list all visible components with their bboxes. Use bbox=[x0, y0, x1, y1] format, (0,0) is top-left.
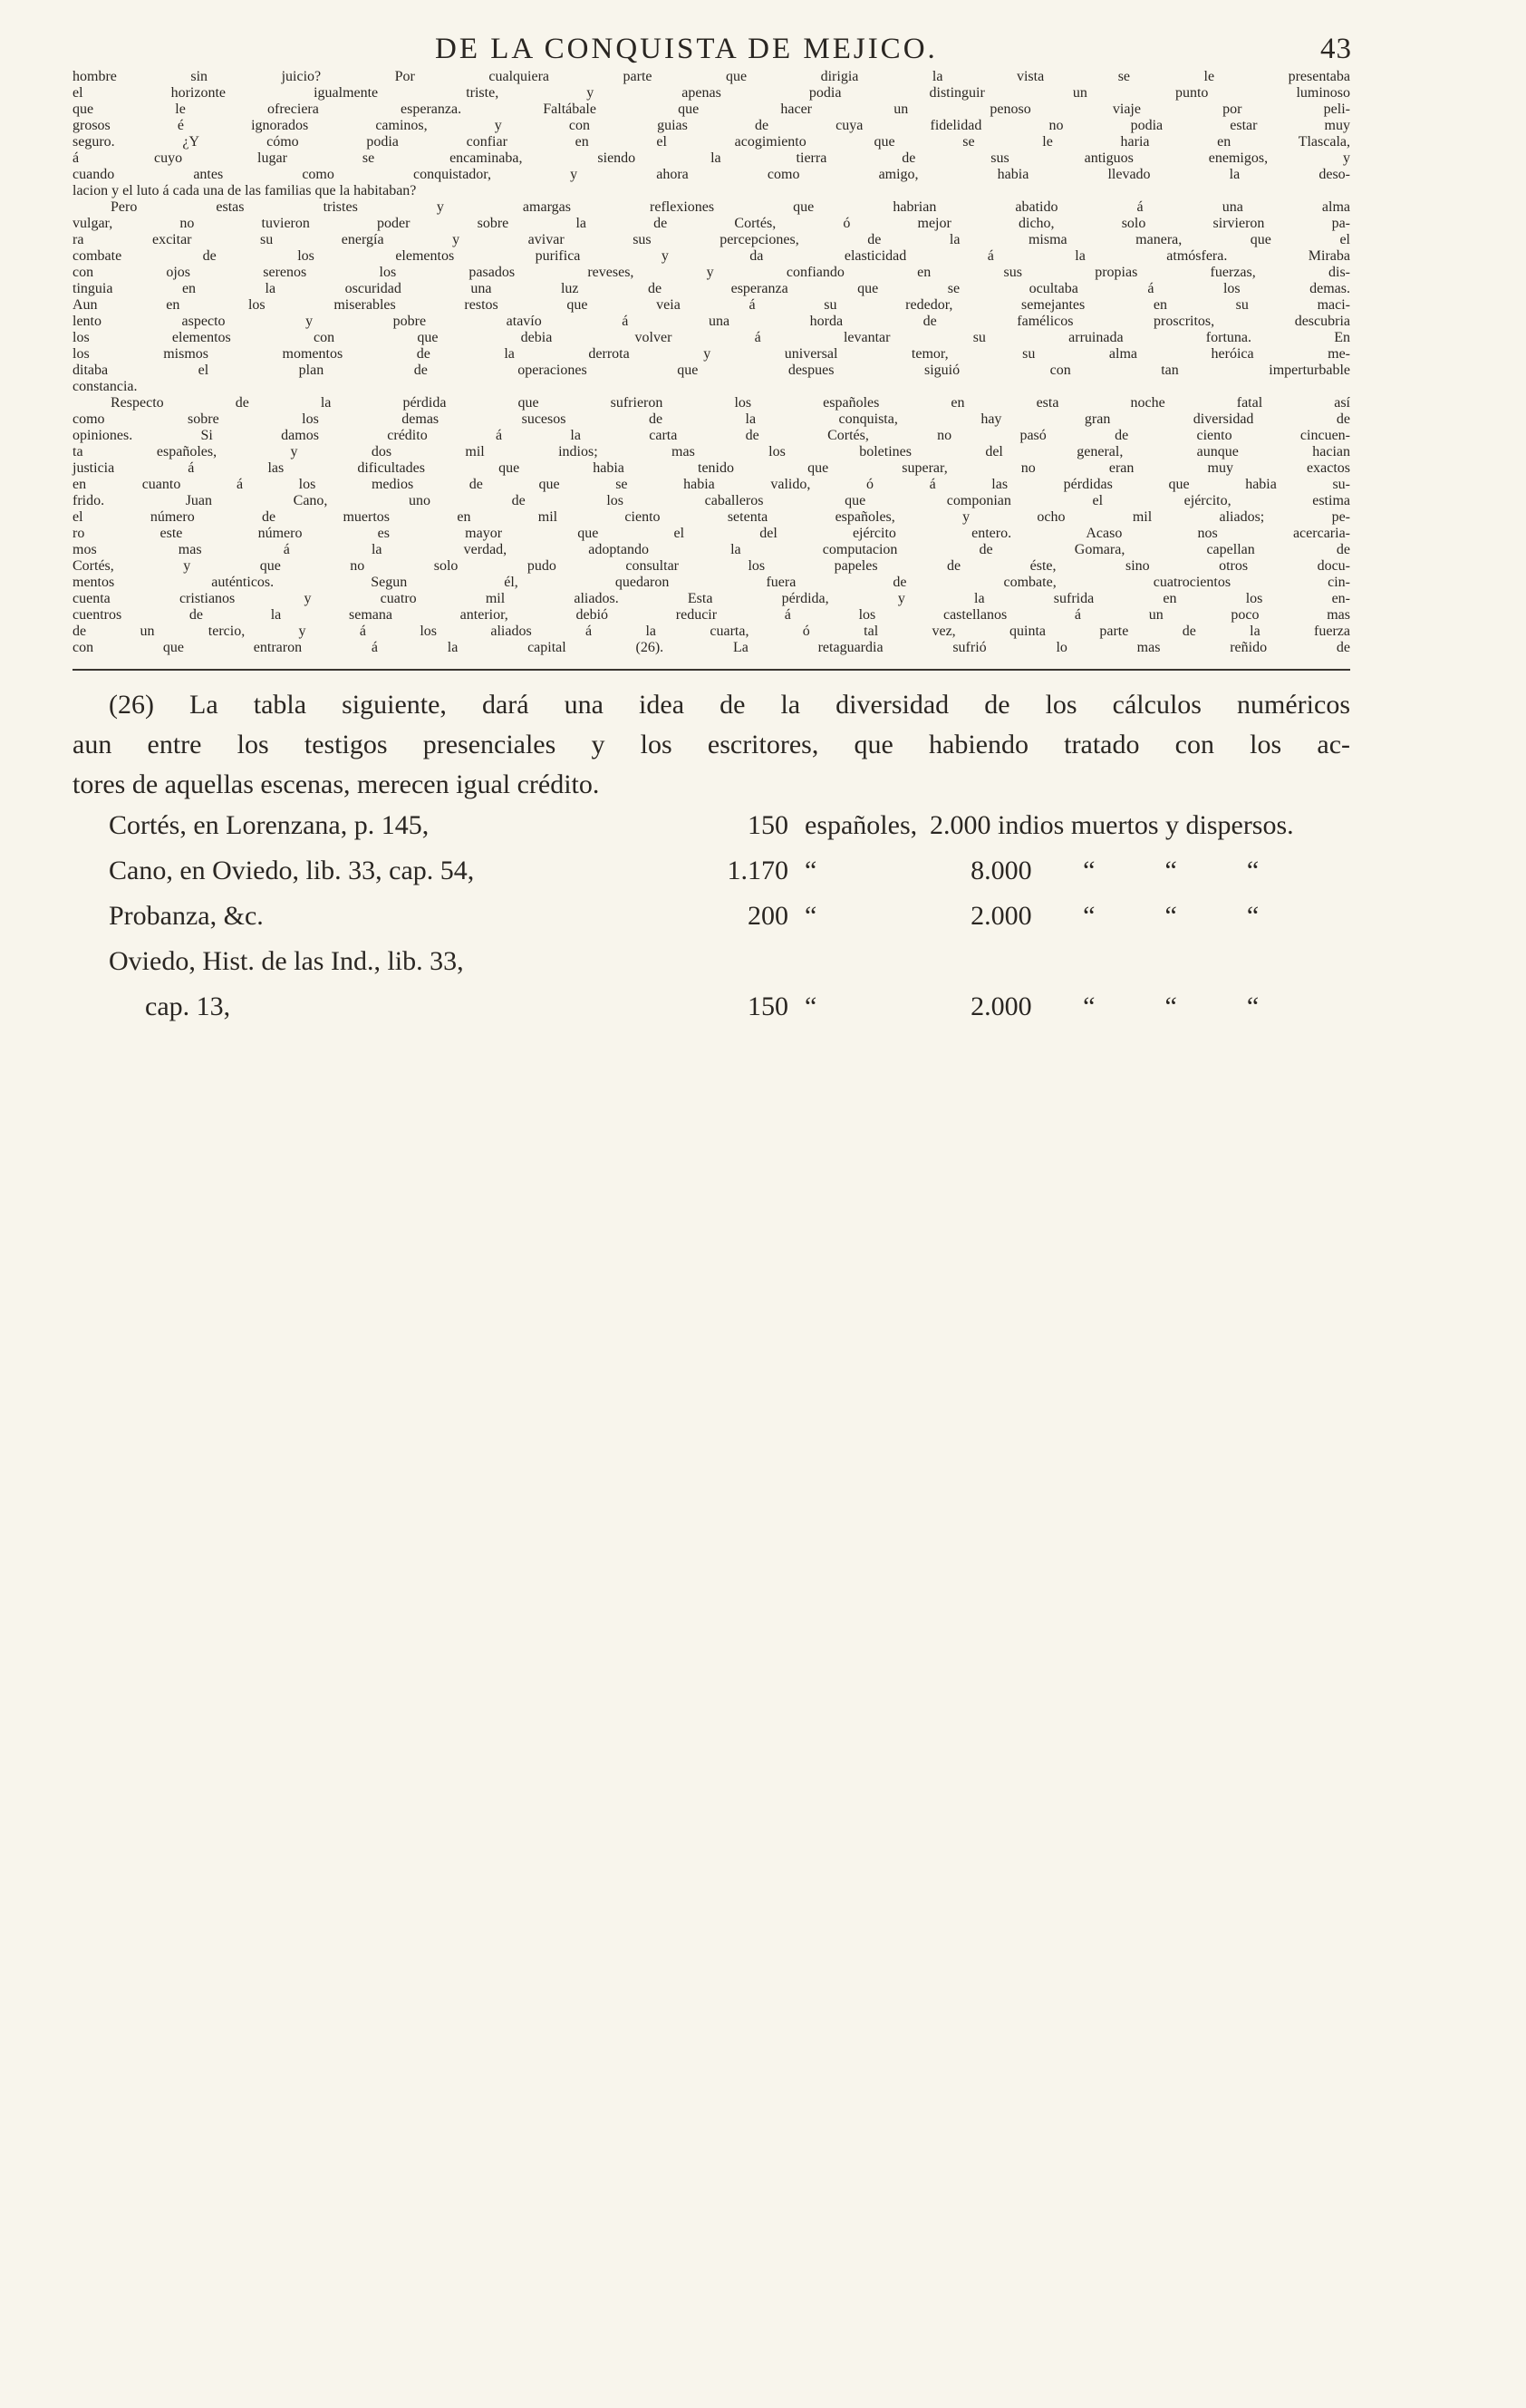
text-line: mos mas á la verdad, adoptando la computacion de Gomara, capellan de bbox=[72, 542, 1350, 557]
footnote-line: tores de aquellas escenas, merecen igual crédito. bbox=[72, 769, 600, 799]
footnote bbox=[72, 685, 1350, 1037]
footnote-line: aun entre los testigos presenciales y los escritores, que habiendo tratado con los ac- bbox=[72, 730, 1350, 759]
text-line: Pero estas tristes y amargas reflexiones que habrian abatido á una alma bbox=[111, 199, 1350, 215]
spaniards-cell: 1.170 bbox=[727, 856, 788, 885]
running-head bbox=[72, 27, 1350, 69]
text-line: cuentros de la semana anterior, debió reducir á los castellanos á un poco mas bbox=[72, 607, 1350, 623]
text-line: ro este número es mayor que el del ejército entero. Acaso nos acercaria- bbox=[72, 526, 1350, 541]
text-line: los mismos momentos de la derrota y universal temor, su alma heróica me- bbox=[72, 346, 1350, 362]
source-cell: Probanza, &c. bbox=[109, 901, 264, 931]
table-row bbox=[109, 946, 1294, 991]
ditto-cell: “ bbox=[1164, 901, 1177, 931]
unit-cell: “ bbox=[805, 901, 817, 931]
table-row bbox=[109, 901, 1294, 946]
text-line: cuando antes como conquistador, y ahora como amigo, habia llevado la deso- bbox=[72, 167, 1350, 182]
text-line: que le ofreciera esperanza. Faltábale que hacer un penoso viaje por peli- bbox=[72, 102, 1350, 117]
text-line: á cuyo lugar se encaminaba, siendo la tierra de sus antiguos enemigos, y bbox=[72, 150, 1350, 166]
text-line: grosos é ignorados caminos, y con guias de cuya fidelidad no podia estar muy bbox=[72, 118, 1350, 133]
text-line: con que entraron á la capital (26). La retaguardia sufrió lo mas reñido de bbox=[72, 640, 1350, 655]
page-number: 43 bbox=[1320, 33, 1352, 65]
tail-cell: indios muertos y dispersos. bbox=[998, 810, 1294, 840]
source-cell: Oviedo, Hist. de las Ind., lib. 33, bbox=[109, 946, 464, 976]
unit-cell: españoles, bbox=[805, 810, 918, 840]
ditto-cell: “ bbox=[1083, 901, 1096, 931]
text-line: ta españoles, y dos mil indios; mas los boletines del general, aunque hacian bbox=[72, 444, 1350, 459]
text-line: lento aspecto y pobre atavío á una horda de famélicos proscritos, descubria bbox=[72, 314, 1350, 329]
text-line: tinguia en la oscuridad una luz de esperanza que se ocultaba á los demas. bbox=[72, 281, 1350, 296]
source-cell: Cortés, en Lorenzana, p. 145, bbox=[109, 810, 430, 840]
spaniards-cell: 200 bbox=[748, 901, 788, 931]
source-cell: Cano, en Oviedo, lib. 33, cap. 54, bbox=[109, 856, 475, 885]
spaniards-cell: 150 bbox=[748, 810, 788, 840]
text-line: el número de muertos en mil ciento setenta españoles, y ocho mil aliados; pe- bbox=[72, 509, 1350, 525]
text-line: con ojos serenos los pasados reveses, y confiando en sus propias fuerzas, dis- bbox=[72, 265, 1350, 280]
unit-cell: “ bbox=[805, 856, 817, 885]
text-line: Cortés, y que no solo pudo consultar los papeles de éste, sino otros docu- bbox=[72, 558, 1350, 574]
ditto-cell: “ bbox=[1164, 991, 1177, 1021]
text-line: hombre sin juicio? Por cualquiera parte que dirigia la vista se le presentaba bbox=[72, 69, 1350, 84]
indians-cell: 2.000 bbox=[930, 810, 991, 840]
ditto-cell: “ bbox=[1246, 991, 1260, 1021]
spaniards-cell: 150 bbox=[748, 991, 788, 1021]
ditto-cell: “ bbox=[1083, 856, 1096, 885]
text-line: Aun en los miserables restos que veia á su rededor, semejantes en su maci- bbox=[72, 297, 1350, 313]
text-line: vulgar, no tuvieron poder sobre la de Cortés, ó mejor dicho, solo sirvieron pa- bbox=[72, 216, 1350, 231]
text-line: el horizonte igualmente triste, y apenas podia distinguir un punto luminoso bbox=[72, 85, 1350, 101]
ditto-cell: “ bbox=[1246, 856, 1260, 885]
table-row bbox=[109, 810, 1294, 856]
text-line: seguro. ¿Y cómo podia confiar en el acogimiento que se le haria en Tlascala, bbox=[72, 134, 1350, 150]
casualty-table bbox=[109, 810, 1294, 1037]
indians-cell: 2.000 bbox=[971, 991, 1032, 1021]
text-line: lacion y el luto á cada una de las familias que la habitaban? bbox=[72, 183, 417, 198]
ditto-cell: “ bbox=[1083, 991, 1096, 1021]
text-line: los elementos con que debia volver á levantar su arruinada fortuna. En bbox=[72, 330, 1350, 345]
ditto-cell: “ bbox=[1246, 901, 1260, 931]
text-line: constancia. bbox=[72, 379, 138, 394]
table-row bbox=[109, 991, 1294, 1037]
footnote-line: (26) La tabla siguiente, dará una idea de la diversidad de los cálculos numéricos bbox=[109, 690, 1350, 720]
text-line: de un tercio, y á los aliados á la cuarta, ó tal vez, quinta parte de la fuerza bbox=[72, 624, 1350, 639]
running-title: DE LA CONQUISTA DE MEJICO. bbox=[435, 33, 938, 65]
text-line: opiniones. Si damos crédito á la carta de Cortés, no pasó de ciento cincuen- bbox=[72, 428, 1350, 443]
text-line: frido. Juan Cano, uno de los caballeros que componian el ejército, estima bbox=[72, 493, 1350, 508]
body-text bbox=[72, 69, 1350, 656]
ditto-cell: “ bbox=[1164, 856, 1177, 885]
book-page bbox=[72, 27, 1350, 1037]
text-line: Respecto de la pérdida que sufrieron los españoles en esta noche fatal así bbox=[111, 395, 1350, 411]
text-line: mentos auténticos. Segun él, quedaron fuera de combate, cuatrocientos cin- bbox=[72, 575, 1350, 590]
footnote-divider bbox=[72, 669, 1350, 671]
text-line: justicia á las dificultades que habia tenido que superar, no eran muy exactos bbox=[72, 460, 1350, 476]
indians-cell: 2.000 bbox=[971, 901, 1032, 931]
text-line: como sobre los demas sucesos de la conquista, hay gran diversidad de bbox=[72, 411, 1350, 427]
text-line: combate de los elementos purifica y da elasticidad á la atmósfera. Miraba bbox=[72, 248, 1350, 264]
text-line: cuenta cristianos y cuatro mil aliados. Esta pérdida, y la sufrida en los en- bbox=[72, 591, 1350, 606]
indians-cell: 8.000 bbox=[971, 856, 1032, 885]
source-cell: cap. 13, bbox=[145, 991, 231, 1021]
text-line: ditaba el plan de operaciones que despues siguió con tan imperturbable bbox=[72, 363, 1350, 378]
table-row bbox=[109, 856, 1294, 901]
text-line: en cuanto á los medios de que se habia valido, ó á las pérdidas que habia su- bbox=[72, 477, 1350, 492]
unit-cell: “ bbox=[805, 991, 817, 1021]
text-line: ra excitar su energía y avivar sus percepciones, de la misma manera, que el bbox=[72, 232, 1350, 247]
